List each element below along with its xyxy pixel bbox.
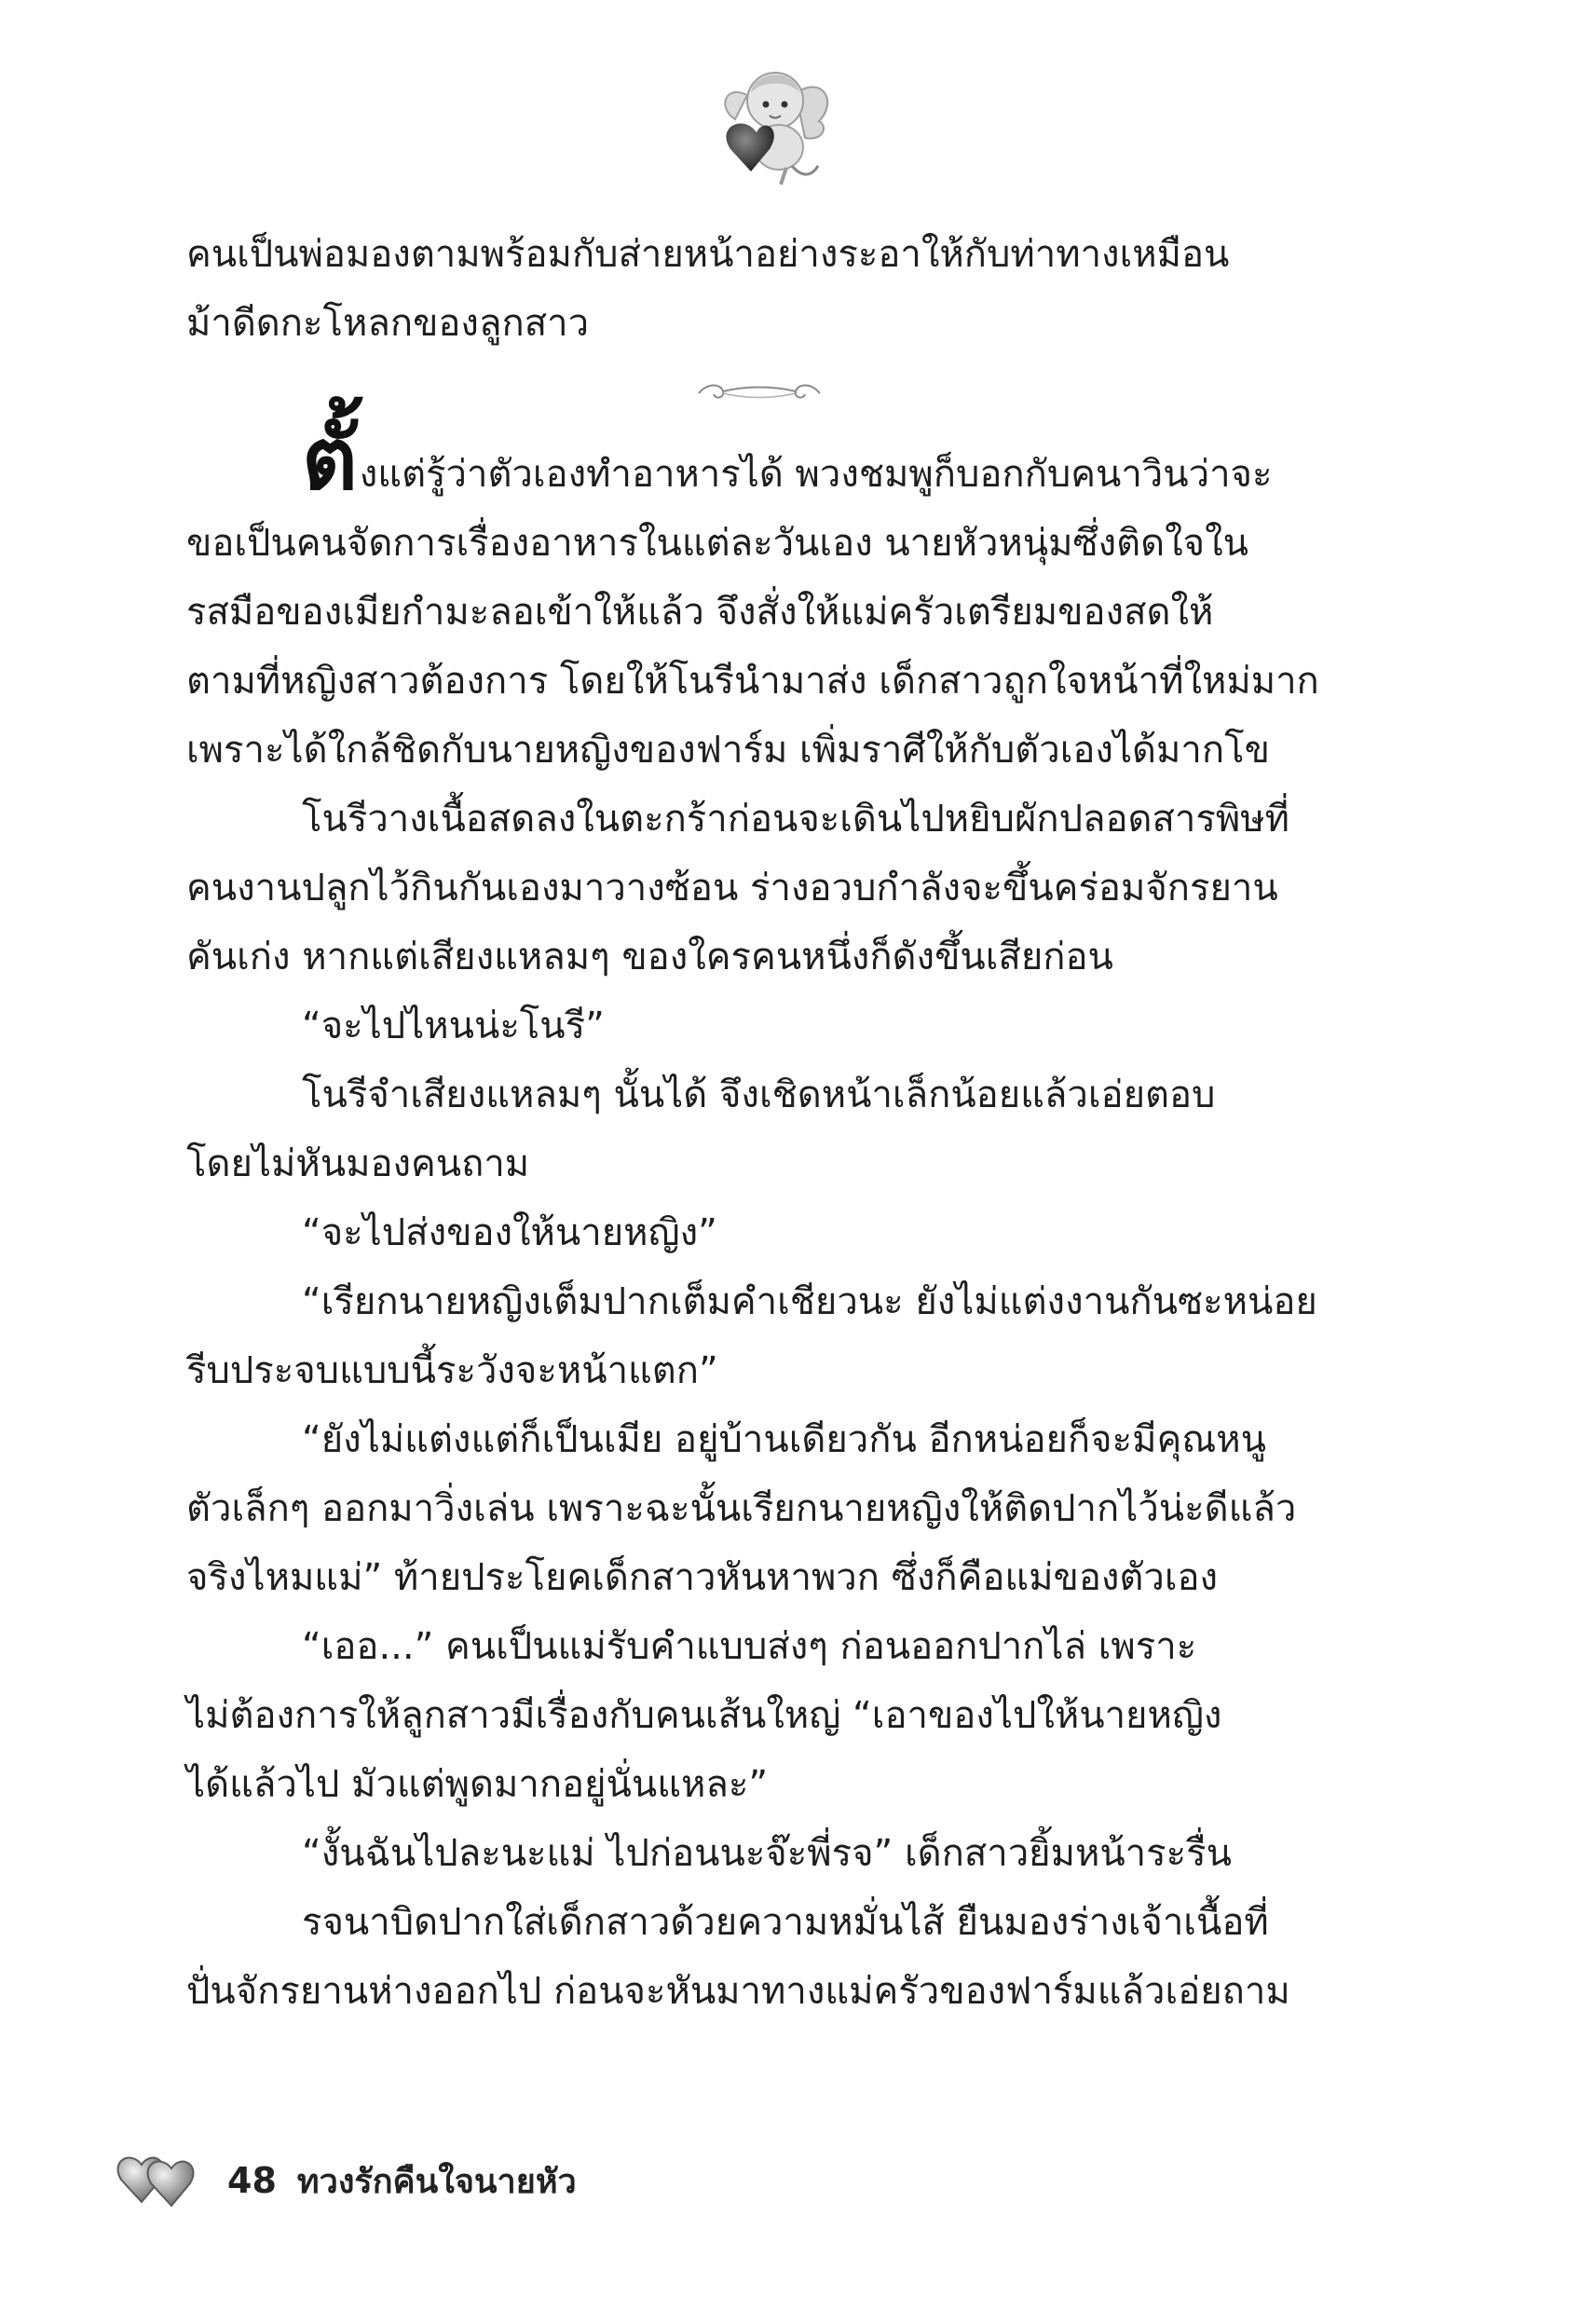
scroll-ornament-icon bbox=[689, 373, 829, 410]
book-title: ทวงรักคืนใจนายหัว bbox=[296, 2162, 577, 2201]
two-hearts-icon bbox=[114, 2148, 203, 2213]
text-line: “เรียกนายหญิงเต็มปากเต็มคำเชียวนะ ยังไม่แต่งงานกันซะหน่อย bbox=[302, 1280, 1317, 1323]
text-line: “งั้นฉันไปละนะแม่ ไปก่อนนะจ๊ะพี่รจ” เด็กสาวยิ้มหน้าระรื่น bbox=[302, 1832, 1232, 1875]
text-line: “ยังไม่แต่งแต่ก็เป็นเมีย อยู่บ้านเดียวกัน อีกหน่อยก็จะมีคุณหนู bbox=[302, 1418, 1267, 1461]
text-line: เพราะได้ใกล้ชิดกับนายหญิงของฟาร์ม เพิ่มราศีให้กับตัวเองได้มากโข bbox=[186, 729, 1270, 772]
text-line: ตามที่หญิงสาวต้องการ โดยให้โนรีนำมาส่ง เด็กสาวถูกใจหน้าที่ใหม่มาก bbox=[186, 660, 1319, 703]
text-line: ไม่ต้องการให้ลูกสาวมีเรื่องกับคนเส้นใหญ่ “เอาของไปให้นายหญิง bbox=[186, 1694, 1222, 1737]
text-line: ตัวเล็กๆ ออกมาวิ่งเล่น เพราะฉะนั้นเรียกนายหญิงให้ติดปากไว้น่ะดีแล้ว bbox=[186, 1487, 1297, 1530]
text-line: ม้าดีดกะโหลกของลูกสาว bbox=[186, 302, 590, 345]
text-line: คนงานปลูกไว้กินกันเองมาวางซ้อน ร่างอวบกำลังจะขึ้นคร่อมจักรยาน bbox=[186, 867, 1278, 909]
page-footer bbox=[114, 2143, 577, 2218]
page-number: 48 bbox=[227, 2160, 277, 2201]
intro-paragraph bbox=[186, 220, 1338, 358]
text-line: ขอเป็นคนจัดการเรื่องอาหารในแต่ละวันเอง นายหัวหนุ่มซึ่งติดใจใน bbox=[186, 522, 1248, 565]
text-line: คันเก่ง หากแต่เสียงแหลมๆ ของใครคนหนึ่งก็ดังขึ้นเสียก่อน bbox=[186, 936, 1113, 978]
first-line-text: งแต่รู้ว่าตัวเองทำอาหารได้ พวงชมพูก็บอกกับคนาวินว่าจะ bbox=[359, 453, 1273, 496]
text-line: โนรีวางเนื้อสดลงในตะกร้าก่อนจะเดินไปหยิบผักปลอดสารพิษที่ bbox=[302, 798, 1289, 841]
main-text bbox=[186, 408, 1338, 2026]
text-line: รสมือของเมียกำมะลอเข้าให้แล้ว จึงสั่งให้แม่ครัวเตรียมของสดให้ bbox=[186, 591, 1214, 634]
cupid-with-heart-icon bbox=[703, 56, 842, 196]
text-line: “เออ...” คนเป็นแม่รับคำแบบส่งๆ ก่อนออกปากไล่ เพราะ bbox=[302, 1625, 1197, 1668]
text-line: คนเป็นพ่อมองตามพร้อมกับส่ายหน้าอย่างระอาให้กับท่าทางเหมือน bbox=[186, 233, 1230, 276]
text-line: ได้แล้วไป มัวแต่พูดมากอยู่นั่นแหละ” bbox=[186, 1763, 769, 1806]
text-line: รจนาบิดปากใส่เด็กสาวด้วยความหมั่นไส้ ยืนมองร่างเจ้าเนื้อที่ bbox=[302, 1901, 1269, 1944]
text-line bbox=[186, 408, 1338, 509]
drop-cap: ตั้ bbox=[302, 408, 358, 509]
text-line: โดยไม่หันมองคนถาม bbox=[186, 1142, 530, 1185]
text-line: “จะไปไหนน่ะโนรี” bbox=[302, 1005, 605, 1047]
text-line: ปั่นจักรยานห่างออกไป ก่อนจะหันมาทางแม่ครัวของฟาร์มแล้วเอ่ยถาม bbox=[186, 1970, 1290, 2013]
text-line: จริงไหมแม่” ท้ายประโยคเด็กสาวหันหาพวก ซึ่งก็คือแม่ของตัวเอง bbox=[186, 1556, 1219, 1599]
text-line: โนรีจำเสียงแหลมๆ นั้นได้ จึงเชิดหน้าเล็กน้อยแล้วเอ่ยตอบ bbox=[302, 1073, 1216, 1116]
text-line: “จะไปส่งของให้นายหญิง” bbox=[302, 1211, 717, 1254]
text-line: รีบประจบแบบนี้ระวังจะหน้าแตก” bbox=[186, 1349, 718, 1392]
